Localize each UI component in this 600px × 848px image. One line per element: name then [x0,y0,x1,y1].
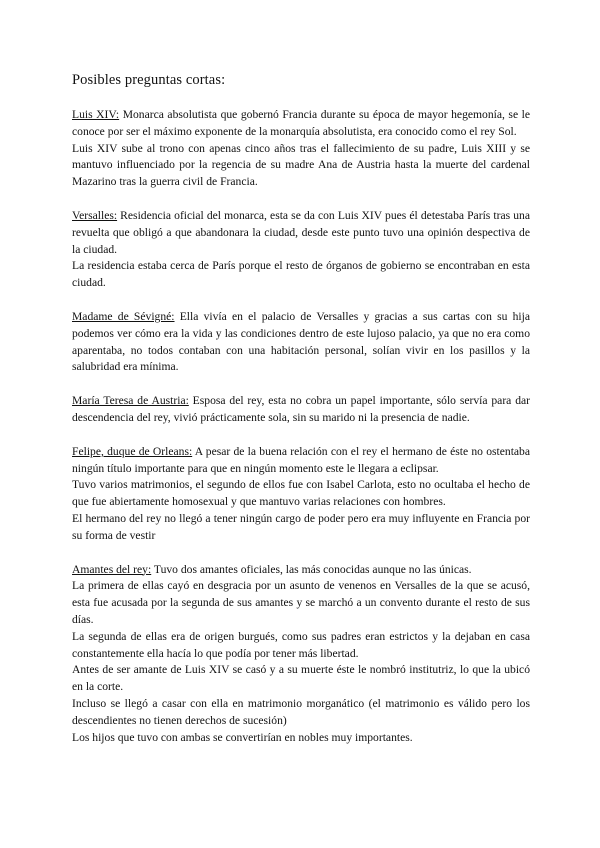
paragraph: La primera de ellas cayó en desgracia por un asunto de venenos en Versalles de la que se acusó, esta fue acusada por la segunda de sus amantes y se marchó a un convento durante el resto de sus días. [72,579,530,626]
section-versalles [72,208,530,292]
paragraph: La residencia estaba cerca de París porque el resto de órganos de gobierno se encontraban en esta ciudad. [72,259,530,290]
term-felipe-orleans: Felipe, duque de Orleans: [72,444,193,458]
section-felipe-orleans [72,444,530,545]
definition-text: Monarca absolutista que gobernó Francia durante su época de mayor hegemonía, se le conoce por ser el máximo exponente de la monarquía absolutista, era conocido como el rey Sol. [72,108,531,138]
section-amantes-del-rey [72,562,530,747]
term-maria-teresa: María Teresa de Austria: [72,394,189,408]
term-madame-de-sevigne: Madame de Sévigné: [72,309,175,323]
paragraph: Luis XIV sube al trono con apenas cinco años tras el fallecimiento de su padre, Luis XIII y se mantuvo influenciado por la regencia de su madre Ana de Austria hasta la muerte del cardenal Mazarino tras la guerra civil de Francia. [72,141,530,189]
paragraph [72,208,530,258]
paragraph [72,309,530,376]
paragraph: El hermano del rey no llegó a tener ningún cargo de poder pero era muy influyente en Francia por su forma de vestir [72,511,530,542]
paragraph [72,393,530,427]
term-versalles: Versalles: [72,208,118,222]
paragraph: La segunda de ellas era de origen burgués, como sus padres eran estrictos y la dejaban en casa constantemente ella hacía lo que podía por tener más libertad. [72,629,530,660]
definition-text: Ella vivía en el palacio de Versalles y gracias a sus cartas con su hija podemos ver cómo era la vida y las condiciones dentro de este lujoso palacio, ya que no era como aparentaba, no todos contaban con una habitación personal, solían vivir en los pasillos y la salubridad era mínima. [72,309,530,374]
definition-text: A pesar de la buena relación con el rey el hermano de éste no ostentaba ningún título importante para que en ningún momento este le llegara a eclipsar. [72,444,530,475]
paragraph [72,444,530,478]
term-luis-xiv: Luis XIV: [72,108,120,121]
section-madame-de-sevigne [72,309,530,376]
definition-text: Tuvo dos amantes oficiales, las más conocidas aunque no las únicas. [151,562,472,576]
definition-text: Residencia oficial del monarca, esta se da con Luis XIV pues él detestaba París tras una revuelta que obligó a que abandonara la ciudad, desde este punto tuvo una opinión despectiva de la ciudad. [72,208,530,256]
paragraph [72,107,530,141]
paragraph [72,562,530,579]
term-amantes-del-rey: Amantes del rey: [72,562,152,576]
paragraph: Tuvo varios matrimonios, el segundo de ellos fue con Isabel Carlota, esto no ocultaba el hecho de que fue abiertamente homosexual y que mantuvo varias relaciones con hombres. [72,478,530,509]
section-luis-xiv [72,107,530,191]
paragraph: Antes de ser amante de Luis XIV se casó y a su muerte éste le nombró institutriz, lo que la ubicó en la corte. [72,663,530,694]
section-maria-teresa [72,393,530,427]
definition-text: Esposa del rey, esta no cobra un papel importante, sólo servía para dar descendencia del rey, vivió prácticamente sola, sin su marido ni la presencia de nadie. [72,394,530,424]
paragraph: Los hijos que tuvo con ambas se convertirían en nobles muy importantes. [72,730,413,744]
document-title: Posibles preguntas cortas: [72,72,226,88]
paragraph: Incluso se llegó a casar con ella en matrimonio morganático (el matrimonio es válido pero los descendientes no tienen derechos de sucesión) [72,696,530,727]
